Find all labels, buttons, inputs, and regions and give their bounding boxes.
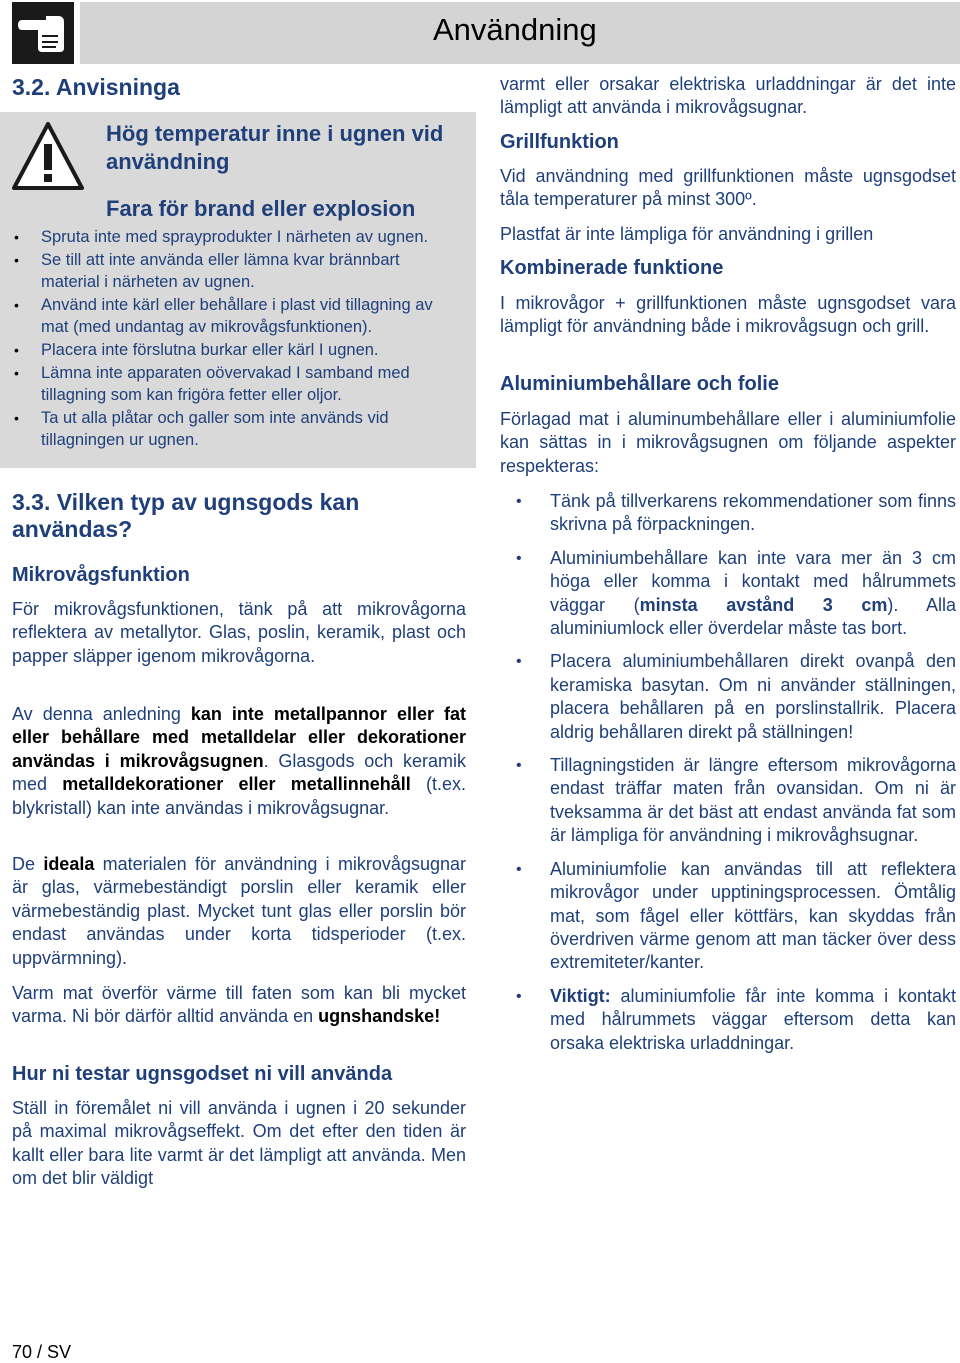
grill-paragraph-2: Plastfat är inte lämpliga för användning i grillen [500,224,874,244]
alu-paragraph: Förlagad mat i aluminumbehållare eller i aluminiumfolie kan sättas in i mikrovågsugnen om följande aspekter respekteras: [500,409,956,476]
list-item: • Använd inte kärl eller behållare i plast vid tillagning av mat (med undantag av mikrovågsfunktionen). [12,294,452,338]
warning-heading: Hög temperatur inne i ugnen vid användning [106,121,444,174]
combo-heading: Kombinerade funktione [500,257,724,279]
grill-paragraph-1: Vid användning med grillfunktionen måste ugnsgodset tåla temperaturer på minst 300º. [500,166,956,210]
list-item: • Lämna inte apparaten oövervakad I samband med tillagning som kan frigöra fetter eller oljor. [12,362,452,406]
warning-triangle-icon [12,120,84,197]
section-title-3-3: 3.3. Vilken typ av ugnsgods kan användas? [12,489,360,542]
combo-paragraph: I mikrovågor + grillfunktionen måste ugnsgodset vara lämpligt för användning både i mikrovågsugn och grill. [500,293,956,337]
alu-list [500,490,956,1065]
test-paragraph: Ställ in föremålet ni vill använda i ugnen i 20 sekunder på maximal mikrovågseffekt. Om det efter den tiden är kallt eller bara lite varmt är det lämpligt att använda. Men om det blir väldigt [12,1098,466,1189]
section-title-3-2: 3.2. Anvisninga [12,74,180,100]
micro-paragraph-2: Av denna anledning kan inte metallpannor eller fat eller behållare med metalldelar eller dekorationer användas i mikrovågsugnen. Glasgods och keramik med metalldekorationer eller metallinnehåll (t.ex. blykristall) kan inte användas i mikrovågsugnar. [12,704,467,818]
list-item: • Aluminiumfolie kan användas till att reflektera mikrovågor under upptiningsprocessen. Ömtålig mat, som fågel eller köttfärs, kan skyddas från överdriven värme genom att man täcker över dess extremiteter/kanter. [500,858,956,975]
warning-list [12,226,452,452]
list-item: • Placera inte förslutna burkar eller kärl I ugnen. [12,339,452,361]
page-title: Användning [433,12,597,47]
list-item: • Aluminiumbehållare kan inte vara mer än 3 cm höga eller komma i kontakt med hålrummets väggar (minsta avstånd 3 cm). Alla aluminiumlock eller överdelar måste tas bort. [500,547,956,641]
continued-paragraph: varmt eller orsakar elektriska urladdningar är det inte lämpligt att använda i mikrovågsugnar. [500,74,956,118]
micro-paragraph-4: Varm mat överför värme till faten som kan bli mycket varma. Ni bör därför alltid använda en ugnshandske! [12,983,466,1027]
alu-heading: Aluminiumbehållare och folie [500,373,779,395]
pointing-hand-icon [12,2,74,64]
list-item: • Placera aluminiumbehållaren direkt ovanpå den keramiska basytan. Om ni använder ställningen, placera behållaren på en porslinstallrik. Placera aldrig behållaren direkt på ställningen! [500,650,956,744]
test-heading: Hur ni testar ugnsgodset ni vill använda [12,1063,393,1085]
list-item: • Tänk på tillverkarens rekommendationer som finns skrivna på förpackningen. [500,490,956,537]
page-number: 70 / SV [12,1342,72,1362]
micro-heading: Mikrovågsfunktion [12,564,190,586]
list-item: • Se till att inte använda eller lämna kvar brännbart material i närheten av ugnen. [12,249,452,293]
micro-paragraph-1: För mikrovågsfunktionen, tänk på att mikrovågorna reflektera av metallytor. Glas, poslin, keramik, plast och papper släpper igenom mikrovågorna. [12,599,466,666]
grill-heading: Grillfunktion [500,131,619,153]
list-item: • Tillagningstiden är längre eftersom mikrovågorna endast träffar maten från ovansidan. Om ni är tveksamma är det bäst att endast använda fat som är lämpliga för användning i mikrovåghsugnar. [500,754,956,848]
list-item: • Viktigt: aluminiumfolie får inte komma i kontakt med hålrummets väggar eftersom detta kan orsaka elektriska urladdningar. [500,985,956,1055]
list-item: • Spruta inte med sprayprodukter I närheten av ugnen. [12,226,452,248]
micro-paragraph-3: De ideala materialen för användning i mikrovågsugnar är glas, värmebeständigt porslin eller keramik eller värmebeständig plast. Mycket tunt glas eller porslin bör endast användas under korta tidsperioder (t.ex. uppvärmning). [12,854,466,968]
list-item: • Ta ut alla plåtar och galler som inte används vid tillagningen ur ugnen. [12,407,452,451]
warning-subheading: Fara för brand eller explosion [106,196,416,221]
